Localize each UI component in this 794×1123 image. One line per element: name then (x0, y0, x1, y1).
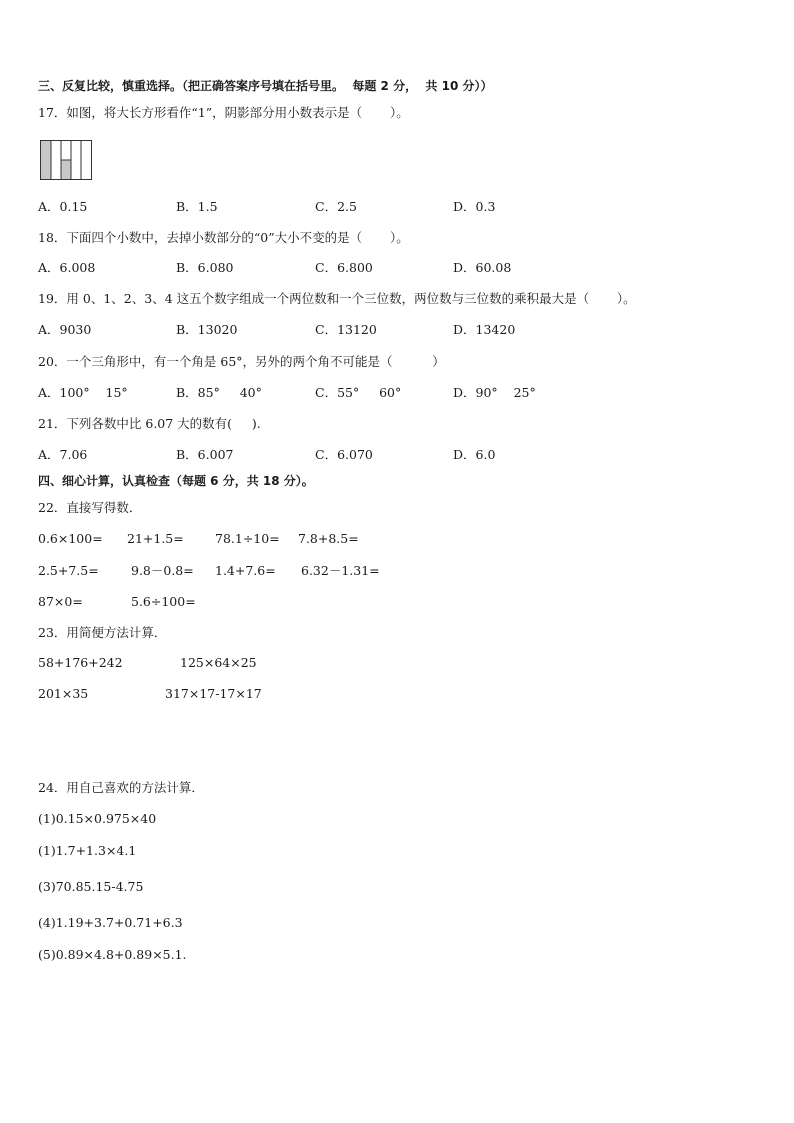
q22-item: 0.6×100= (38, 531, 103, 546)
q17-stem: 17．如图，将大长方形看作“1”，阴影部分用小数表示是（ ）。 (38, 105, 409, 120)
section3-heading: 三、反复比较，慎重选择。（把正确答案序号填在括号里。 每题 2 分， 共 10 分）） (38, 79, 493, 93)
q23-item: 125×64×25 (180, 655, 257, 670)
q22-item: 21+1.5= (127, 531, 184, 546)
q20-option-d: D．90° 25° (453, 385, 536, 400)
q18-option-b: B．6.080 (176, 260, 234, 275)
q22-item: 6.32－1.31= (301, 563, 380, 578)
q19-option-b: B．13020 (176, 322, 238, 337)
q20-option-c: C．55° 60° (315, 385, 402, 400)
q23-item: 317×17-17×17 (165, 686, 262, 701)
q22-item: 78.1÷10= (215, 531, 280, 546)
q21-option-b: B．6.007 (176, 447, 234, 462)
q24-item: (4)1.19+3.7+0.71+6.3 (38, 915, 183, 930)
q18-option-c: C．6.800 (315, 260, 373, 275)
q24-item: (1)1.7+1.3×4.1 (38, 843, 137, 858)
q17-rectangle-figure (40, 140, 92, 180)
q22-item: 2.5+7.5= (38, 563, 99, 578)
q23-stem: 23．用简便方法计算． (38, 625, 167, 640)
q17-option-d: D．0.3 (453, 199, 496, 214)
q21-option-d: D．6.0 (453, 447, 496, 462)
q24-item: (1)0.15×0.975×40 (38, 811, 157, 826)
q23-item: 201×35 (38, 686, 89, 701)
q22-item: 87×0= (38, 594, 83, 609)
q22-item: 9.8－0.8= (131, 563, 194, 578)
q24-stem: 24．用自己喜欢的方法计算． (38, 780, 204, 795)
q22-item: 5.6÷100= (131, 594, 196, 609)
section4-heading: 四、细心计算，认真检查（每题 6 分，共 18 分）。 (38, 474, 314, 488)
q20-option-b: B．85° 40° (176, 385, 262, 400)
q18-option-d: D．60.08 (453, 260, 512, 275)
q20-option-a: A．100° 15° (38, 385, 128, 400)
q19-option-a: A．9030 (38, 322, 92, 337)
q21-option-a: A．7.06 (38, 447, 88, 462)
q22-item: 1.4+7.6= (215, 563, 276, 578)
q24-item: (3)70.85.15-4.75 (38, 879, 144, 894)
q17-option-c: C．2.5 (315, 199, 357, 214)
q17-option-b: B．1.5 (176, 199, 218, 214)
q20-stem: 20．一个三角形中，有一个角是 65°，另外的两个角不可能是（ ） (38, 354, 445, 369)
q19-option-d: D．13420 (453, 322, 516, 337)
q22-item: 7.8+8.5= (298, 531, 359, 546)
q21-option-c: C．6.070 (315, 447, 373, 462)
q17-option-a: A．0.15 (38, 199, 88, 214)
q18-stem: 18．下面四个小数中，去掉小数部分的“0”大小不变的是（ ）。 (38, 230, 409, 245)
q24-item: (5)0.89×4.8+0.89×5.1. (38, 947, 187, 962)
q19-option-c: C．13120 (315, 322, 377, 337)
q19-stem: 19．用 0、1、2、3、4 这五个数字组成一个两位数和一个三位数，两位数与三位数的乘积最大是（ ）。 (38, 291, 636, 306)
q18-option-a: A．6.008 (38, 260, 96, 275)
q22-stem: 22．直接写得数． (38, 500, 142, 515)
q23-item: 58+176+242 (38, 655, 123, 670)
q21-stem: 21．下列各数中比 6.07 大的数有( ). (38, 416, 261, 431)
